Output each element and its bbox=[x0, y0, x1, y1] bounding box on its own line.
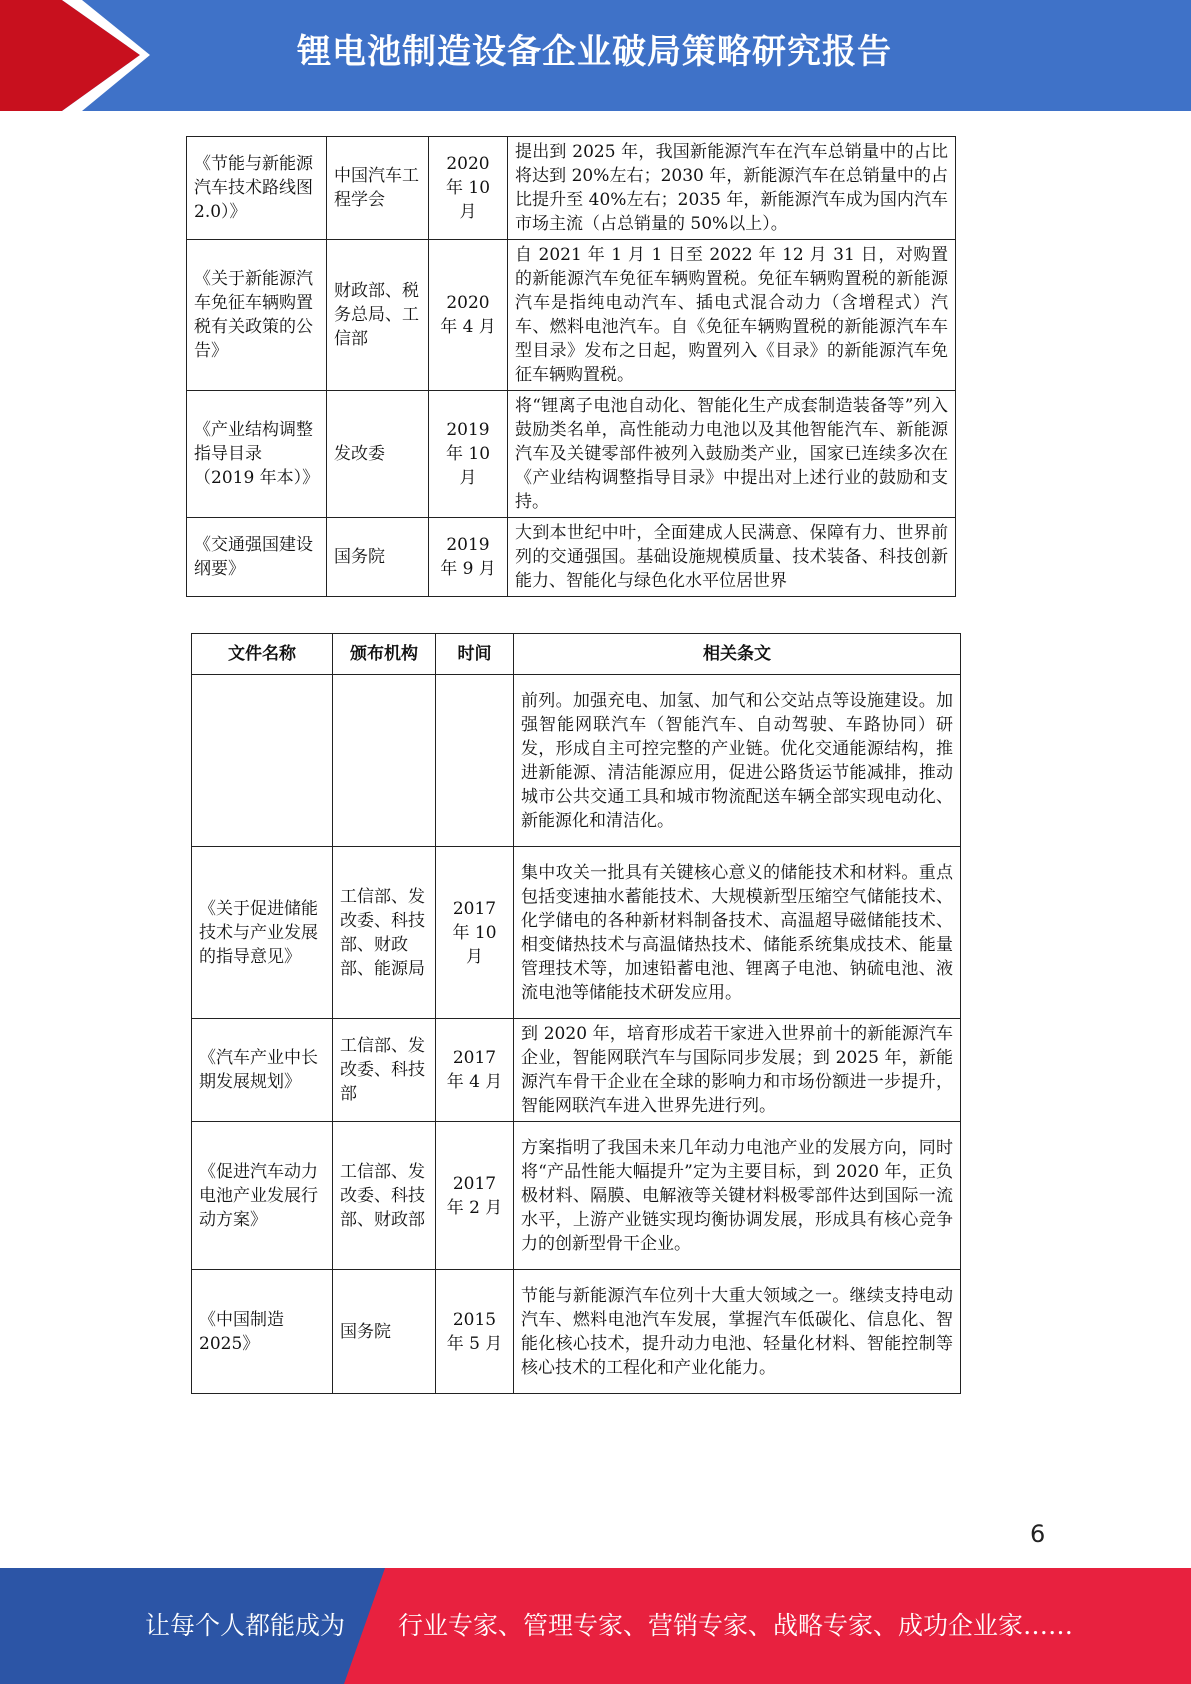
doc-name-cell: 《中国制造 2025》 bbox=[192, 1270, 333, 1394]
footer-slogan-right: 行业专家、管理专家、营销专家、战略专家、成功企业家…… bbox=[398, 1611, 1074, 1640]
issuer-cell: 国务院 bbox=[333, 1270, 436, 1394]
header-doc-name: 文件名称 bbox=[192, 634, 333, 675]
provision-cell: 方案指明了我国未来几年动力电池产业的发展方向，同时将“产品性能大幅提升”定为主要目标，到 2020 年，正负极材料、隔膜、电解液等关键材料极零部件达到国际一流水平，上游产业链实现均衡协调发展，形成具有核心竞争力的创新型骨干企业。 bbox=[514, 1122, 961, 1270]
doc-name-cell: 《促进汽车动力电池产业发展行动方案》 bbox=[192, 1122, 333, 1270]
policy-table-part2 bbox=[191, 633, 961, 1394]
page-number: 6 bbox=[1030, 1520, 1046, 1548]
provision-cell: 集中攻关一批具有关键核心意义的储能技术和材料。重点包括变速抽水蓄能技术、大规模新型压缩空气储能技术、化学储电的各种新材料制备技术、高温超导磁储能技术、相变储热技术与高温储热技术、储能系统集成技术、能量管理技术等，加速铅蓄电池、锂离子电池、钠硫电池、液流电池等储能技术研发应用。 bbox=[514, 847, 961, 1019]
page-header bbox=[0, 0, 1191, 111]
header-title: 锂电池制造设备企业破局策略研究报告 bbox=[297, 32, 892, 72]
provision-cell: 节能与新能源汽车位列十大重大领域之一。继续支持电动汽车、燃料电池汽车发展，掌握汽车低碳化、信息化、智能化核心技术，提升动力电池、轻量化材料、智能控制等核心技术的工程化和产业化能力。 bbox=[514, 1270, 961, 1394]
table-row bbox=[187, 518, 956, 597]
date-cell: 2015 年 5 月 bbox=[436, 1270, 514, 1394]
issuer-cell bbox=[333, 675, 436, 847]
table-row bbox=[187, 240, 956, 391]
table-row bbox=[187, 137, 956, 240]
table-row bbox=[192, 847, 961, 1019]
header-red-chevron bbox=[0, 0, 160, 111]
doc-name-cell: 《关于新能源汽车免征车辆购置税有关政策的公告》 bbox=[187, 240, 327, 391]
issuer-cell: 工信部、发改委、科技部、财政部 bbox=[333, 1122, 436, 1270]
doc-name-cell bbox=[192, 675, 333, 847]
table-row bbox=[192, 675, 961, 847]
issuer-cell: 财政部、税务总局、工信部 bbox=[327, 240, 429, 391]
doc-name-cell: 《汽车产业中长期发展规划》 bbox=[192, 1019, 333, 1122]
doc-name-cell: 《关于促进储能技术与产业发展的指导意见》 bbox=[192, 847, 333, 1019]
table-header-row bbox=[192, 634, 961, 675]
issuer-cell: 发改委 bbox=[327, 391, 429, 518]
doc-name-cell: 《产业结构调整指导目录（2019 年本）》 bbox=[187, 391, 327, 518]
date-cell: 2017 年 4 月 bbox=[436, 1019, 514, 1122]
issuer-cell: 中国汽车工程学会 bbox=[327, 137, 429, 240]
issuer-cell: 国务院 bbox=[327, 518, 429, 597]
header-date: 时间 bbox=[436, 634, 514, 675]
page-footer bbox=[0, 1568, 1191, 1684]
date-cell bbox=[436, 675, 514, 847]
table-row bbox=[192, 1019, 961, 1122]
table-row bbox=[187, 391, 956, 518]
provision-cell: 前列。加强充电、加氢、加气和公交站点等设施建设。加强智能网联汽车（智能汽车、自动驾驶、车路协同）研发，形成自主可控完整的产业链。优化交通能源结构，推进新能源、清洁能源应用，促进公路货运节能减排，推动城市公共交通工具和城市物流配送车辆全部实现电动化、新能源化和清洁化。 bbox=[514, 675, 961, 847]
date-cell: 2017 年 2 月 bbox=[436, 1122, 514, 1270]
issuer-cell: 工信部、发改委、科技部、财政部、能源局 bbox=[333, 847, 436, 1019]
doc-name-cell: 《节能与新能源汽车技术路线图 2.0）》 bbox=[187, 137, 327, 240]
footer-slogan-left: 让每个人都能成为 bbox=[145, 1611, 346, 1640]
provision-cell: 将“锂离子电池自动化、智能化生产成套制造装备等”列入鼓励类名单，高性能动力电池以及其他智能汽车、新能源汽车及关键零部件被列入鼓励类产业，国家已连续多次在《产业结构调整指导目录》中提出对上述行业的鼓励和支持。 bbox=[508, 391, 956, 518]
provision-cell: 到 2020 年，培育形成若干家进入世界前十的新能源汽车企业，智能网联汽车与国际同步发展；到 2025 年，新能源汽车骨干企业在全球的影响力和市场份额进一步提升，智能网联汽车进入世界先进行列。 bbox=[514, 1019, 961, 1122]
date-cell: 2017 年 10 月 bbox=[436, 847, 514, 1019]
date-cell: 2019 年 9 月 bbox=[429, 518, 508, 597]
date-cell: 2020 年 4 月 bbox=[429, 240, 508, 391]
header-provision: 相关条文 bbox=[514, 634, 961, 675]
table-row bbox=[192, 1122, 961, 1270]
date-cell: 2019 年 10 月 bbox=[429, 391, 508, 518]
provision-cell: 提出到 2025 年，我国新能源汽车在汽车总销量中的占比将达到 20%左右；2030 年，新能源汽车在总销量中的占比提升至 40%左右；2035 年，新能源汽车成为国内汽车市场主流（占总销量的 50%以上）。 bbox=[508, 137, 956, 240]
provision-cell: 大到本世纪中叶，全面建成人民满意、保障有力、世界前列的交通强国。基础设施规模质量、技术装备、科技创新能力、智能化与绿色化水平位居世界 bbox=[508, 518, 956, 597]
provision-cell: 自 2021 年 1 月 1 日至 2022 年 12 月 31 日，对购置的新能源汽车免征车辆购置税。免征车辆购置税的新能源汽车是指纯电动汽车、插电式混合动力（含增程式）汽车、燃料电池汽车。自《免征车辆购置税的新能源汽车车型目录》发布之日起，购置列入《目录》的新能源汽车免征车辆购置税。 bbox=[508, 240, 956, 391]
policy-table-part1 bbox=[186, 136, 956, 597]
date-cell: 2020 年 10 月 bbox=[429, 137, 508, 240]
issuer-cell: 工信部、发改委、科技部 bbox=[333, 1019, 436, 1122]
header-issuer: 颁布机构 bbox=[333, 634, 436, 675]
doc-name-cell: 《交通强国建设纲要》 bbox=[187, 518, 327, 597]
table-row bbox=[192, 1270, 961, 1394]
